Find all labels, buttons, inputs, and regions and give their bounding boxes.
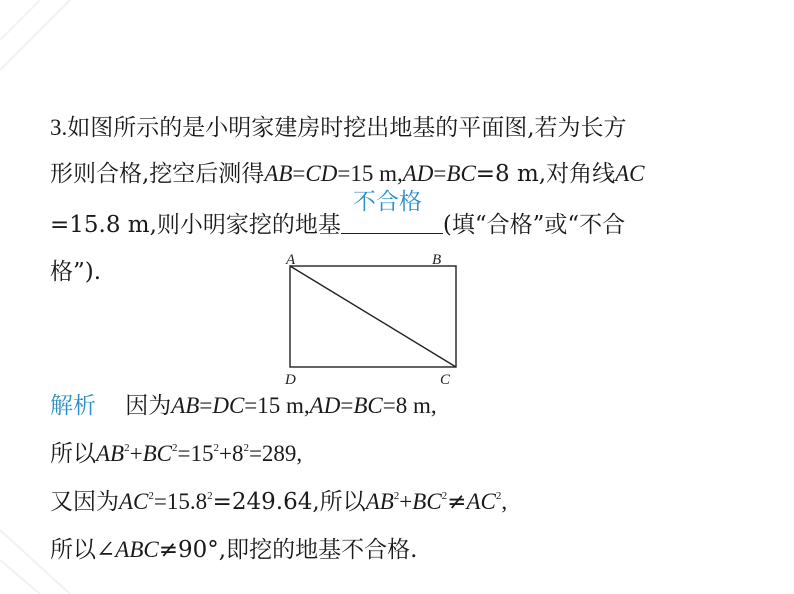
text: (填“合格”或“不合 — [442, 212, 626, 238]
var-AB: AB — [171, 393, 200, 418]
var-BC: BC — [142, 441, 172, 466]
question-text: 如图所示的是小明家建房时挖出地基的平面图,若为长方 — [67, 115, 627, 141]
text: =289, — [248, 441, 303, 466]
var-AD: AD — [402, 161, 434, 186]
solution-line-4 — [50, 535, 417, 565]
text: =15.8 — [153, 489, 208, 514]
text: =8 m,对角线 — [475, 161, 616, 187]
var-AB: AB — [365, 489, 394, 514]
text: = — [199, 393, 213, 418]
label-C: C — [440, 372, 451, 388]
text: + — [399, 489, 413, 514]
exponent: 2 — [213, 442, 219, 454]
text: =8 m, — [382, 393, 437, 418]
text: =15 m, — [244, 393, 310, 418]
text: , — [501, 489, 508, 514]
var-AC: AC — [119, 489, 149, 514]
text: =15.8 m,则小明家挖的地基 — [50, 212, 341, 238]
question-line-4 — [50, 257, 101, 287]
rectangle-figure — [280, 248, 470, 388]
question-number: 3. — [50, 115, 68, 140]
label-D: D — [285, 372, 296, 388]
text: 所以 — [50, 441, 96, 467]
exponent: 2 — [243, 442, 249, 454]
diagonal-AC — [290, 266, 456, 367]
exponent: 2 — [441, 490, 448, 502]
not-equal-symbol: ≠ — [447, 489, 467, 515]
text: 又因为 — [50, 489, 119, 515]
var-BC: BC — [446, 161, 476, 186]
text: + — [129, 441, 143, 466]
exponent: 2 — [171, 442, 178, 454]
exponent: 2 — [207, 490, 213, 502]
label-B: B — [432, 252, 442, 268]
var-BC: BC — [412, 489, 442, 514]
solution-line-3 — [50, 487, 507, 517]
question-line-1 — [50, 113, 627, 143]
question-line-3 — [50, 189, 626, 240]
var-BC: BC — [353, 393, 383, 418]
text: ≠90°,即挖的地基不合格. — [158, 537, 418, 563]
text: = — [340, 393, 354, 418]
text: = — [433, 161, 447, 186]
text: 所以∠ — [50, 537, 116, 563]
var-CD: CD — [305, 161, 338, 186]
solution-label: 解析 — [50, 393, 96, 419]
text: +8 — [218, 441, 244, 466]
var-AB: AB — [96, 441, 125, 466]
exponent: 2 — [124, 442, 130, 454]
text: 形则合格,挖空后测得 — [50, 161, 265, 187]
solution-line-2 — [50, 439, 302, 469]
solution-line-1 — [50, 391, 437, 421]
text: 格”). — [50, 259, 102, 285]
label-A: A — [286, 252, 296, 268]
var-AD: AD — [309, 393, 341, 418]
text: =249.64,所以 — [212, 489, 366, 515]
text: =15 — [177, 441, 214, 466]
var-AB: AB — [264, 161, 293, 186]
answer-text: 不合格 — [352, 189, 422, 215]
var-AC: AC — [466, 489, 496, 514]
exponent: 2 — [393, 490, 400, 502]
text: =15 m, — [337, 161, 403, 186]
answer-blank[interactable] — [341, 189, 443, 234]
text: 因为 — [125, 393, 172, 419]
var-ABC: ABC — [115, 537, 159, 562]
exponent: 2 — [495, 490, 502, 502]
var-AC: AC — [615, 161, 645, 186]
exponent: 2 — [148, 490, 154, 502]
text: = — [292, 161, 306, 186]
question-line-2 — [50, 159, 645, 189]
var-DC: DC — [212, 393, 245, 418]
